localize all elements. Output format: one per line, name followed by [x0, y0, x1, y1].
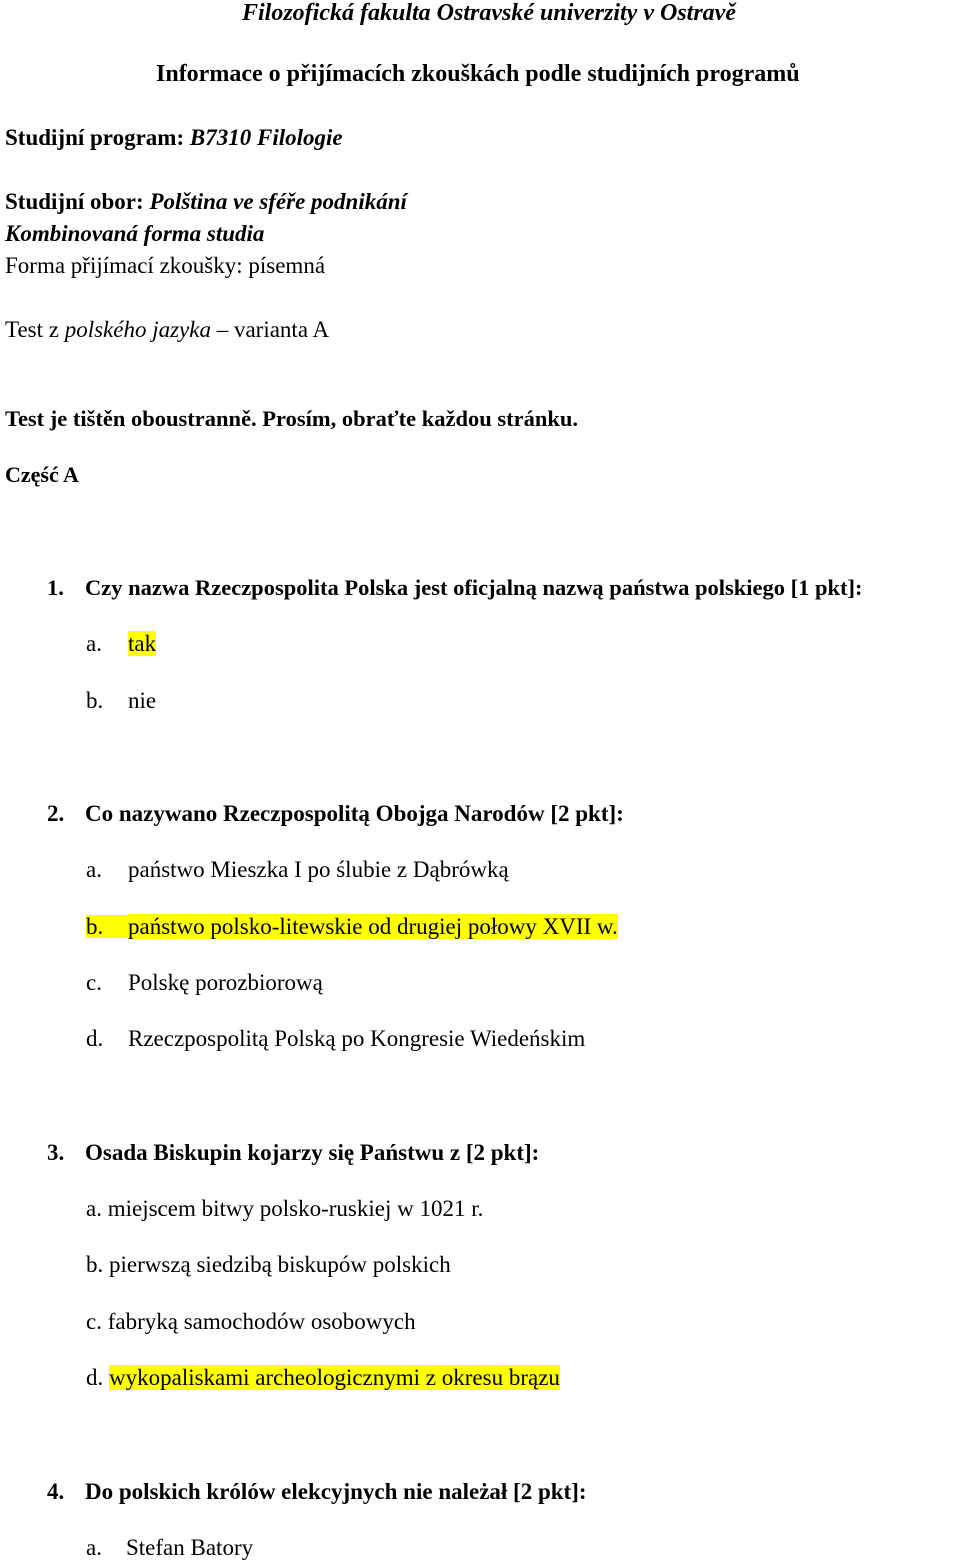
question-number: 3. — [47, 1140, 65, 1165]
option-2c[interactable] — [86, 971, 323, 994]
question-text: Do polskich królów elekcyjnych nie należał [2 pkt]: — [85, 1479, 587, 1504]
option-text-highlighted: wykopaliskami archeologicznymi z okresu brązu — [109, 1365, 560, 1390]
option-text: Stefan Batory — [126, 1535, 254, 1560]
program-value: B7310 Filologie — [189, 125, 343, 150]
option-3a[interactable] — [86, 1197, 483, 1220]
exam-form: Forma přijímací zkoušky: písemná — [5, 253, 326, 278]
question-3 — [47, 1141, 539, 1164]
field-value: Polština ve sféře podnikání — [149, 189, 407, 214]
option-text-highlighted: państwo polsko-litewskie od drugiej połowy XVII w. — [128, 914, 618, 939]
option-2b[interactable] — [86, 915, 618, 938]
option-1b[interactable] — [86, 689, 156, 712]
option-text: nie — [128, 688, 157, 713]
option-text: miejscem bitwy polsko-ruskiej w 1021 r. — [107, 1196, 484, 1221]
option-label: d. — [86, 1365, 104, 1390]
program-label: Studijní program: — [5, 125, 185, 150]
option-label: a. — [86, 631, 102, 656]
question-1 — [47, 577, 862, 600]
option-text: Polskę porozbiorową — [128, 970, 323, 995]
info-title: Informace o přijímacích zkouškách podle studijních programů — [156, 61, 800, 87]
option-label: a. — [86, 857, 102, 882]
field-label: Studijní obor: — [5, 189, 144, 214]
option-text: pierwszą siedzibą biskupów polskich — [109, 1252, 451, 1277]
option-3d[interactable] — [86, 1366, 560, 1389]
question-4 — [47, 1480, 587, 1503]
faculty-title: Filozofická fakulta Ostravské univerzity v Ostravě — [242, 0, 736, 26]
option-3c[interactable] — [86, 1310, 416, 1333]
question-2 — [47, 802, 624, 825]
option-text: Rzeczpospolitą Polską po Kongresie Wiedeńskim — [128, 1026, 586, 1051]
test-dash: – — [216, 317, 229, 342]
program-line — [5, 126, 343, 149]
option-3b[interactable] — [86, 1253, 451, 1276]
test-variant: varianta A — [233, 317, 330, 342]
option-label: b. — [86, 1252, 104, 1277]
option-text: państwo Mieszka I po ślubie z Dąbrówką — [128, 857, 509, 882]
question-text: Osada Biskupin kojarzy się Państwu z [2 pkt]: — [85, 1140, 540, 1165]
option-1a[interactable] — [86, 632, 156, 655]
instruction: Test je tištěn oboustranně. Prosím, obraťte každou stránku. — [5, 406, 579, 431]
test-prefix: Test z — [5, 317, 59, 342]
option-text-highlighted: tak — [128, 631, 157, 656]
option-label: a. — [86, 1196, 102, 1221]
question-text: Czy nazwa Rzeczpospolita Polska jest oficjalną nazwą państwa polskiego [1 pkt]: — [85, 575, 863, 600]
option-label: b. — [86, 915, 128, 938]
option-label: a. — [86, 1535, 102, 1560]
option-label: c. — [86, 1309, 102, 1334]
option-label: d. — [86, 1026, 104, 1051]
option-4a[interactable] — [86, 1536, 253, 1559]
option-2d[interactable] — [86, 1027, 585, 1050]
question-number: 4. — [47, 1479, 65, 1504]
test-line — [5, 318, 329, 341]
option-label: b. — [86, 688, 104, 713]
part-title: Część A — [5, 462, 79, 487]
question-number: 2. — [47, 801, 65, 826]
study-form: Kombinovaná forma studia — [5, 221, 265, 246]
question-number: 1. — [47, 575, 64, 600]
option-text: fabryką samochodów osobowych — [107, 1309, 416, 1334]
question-text: Co nazywano Rzeczpospolitą Obojga Narodów [2 pkt]: — [85, 801, 624, 826]
option-2a[interactable] — [86, 858, 509, 881]
option-label: c. — [86, 970, 102, 995]
field-line — [5, 190, 407, 213]
test-subject: polského jazyka — [64, 317, 211, 342]
